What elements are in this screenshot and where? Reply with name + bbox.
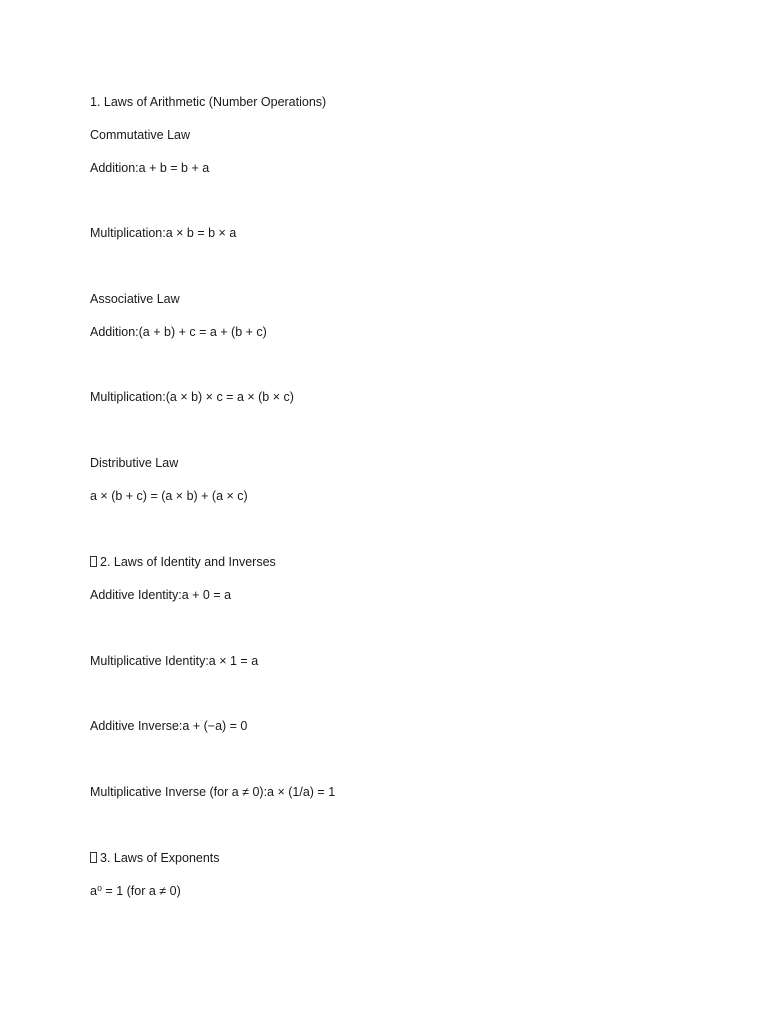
missing-glyph-icon bbox=[90, 852, 97, 863]
multiplicative-inverse: Multiplicative Inverse (for a ≠ 0):a × (1/a) = 1 bbox=[90, 785, 336, 799]
commutative-law-title: Commutative Law bbox=[90, 128, 191, 142]
section-3-heading: 3. Laws of Exponents bbox=[100, 851, 220, 865]
additive-inverse: Additive Inverse:a + (−a) = 0 bbox=[90, 719, 248, 733]
commutative-addition: Addition:a + b = b + a bbox=[90, 161, 210, 175]
section-3-heading-row bbox=[90, 850, 220, 866]
commutative-multiplication: Multiplication:a × b = b × a bbox=[90, 226, 237, 240]
associative-addition: Addition:(a + b) + c = a + (b + c) bbox=[90, 325, 267, 339]
section-2-heading: 2. Laws of Identity and Inverses bbox=[100, 555, 276, 569]
section-1-heading: 1. Laws of Arithmetic (Number Operations) bbox=[90, 95, 327, 109]
section-2-heading-row bbox=[90, 554, 276, 570]
additive-identity: Additive Identity:a + 0 = a bbox=[90, 588, 232, 602]
multiplicative-identity: Multiplicative Identity:a × 1 = a bbox=[90, 654, 259, 668]
associative-multiplication: Multiplication:(a × b) × c = a × (b × c) bbox=[90, 390, 294, 404]
associative-law-title: Associative Law bbox=[90, 292, 180, 306]
missing-glyph-icon bbox=[90, 556, 97, 567]
zero-exponent-law: a⁰ = 1 (for a ≠ 0) bbox=[90, 884, 181, 898]
distributive-law-title: Distributive Law bbox=[90, 456, 179, 470]
distributive-formula: a × (b + c) = (a × b) + (a × c) bbox=[90, 489, 248, 503]
